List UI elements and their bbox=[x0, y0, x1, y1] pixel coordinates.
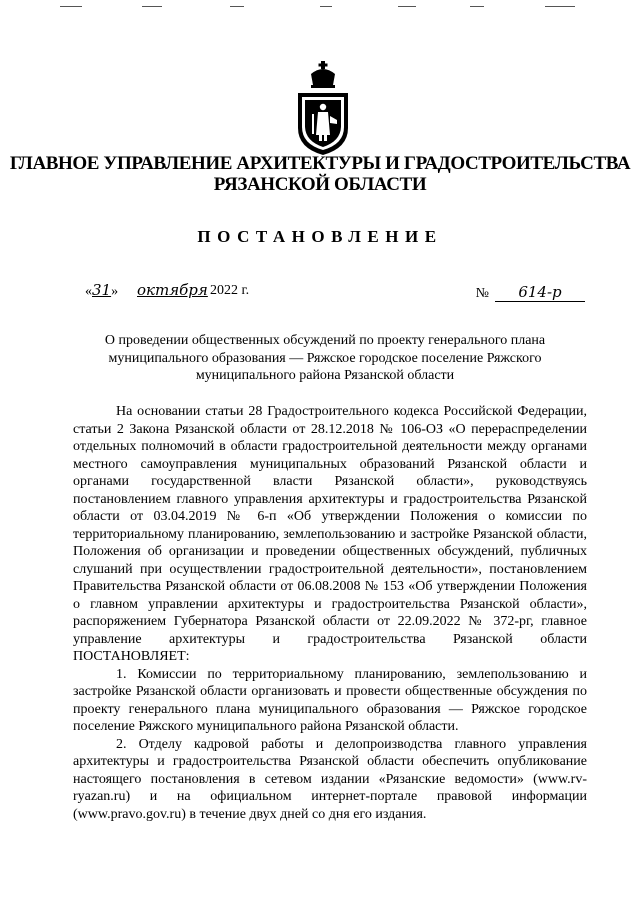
number-label: № bbox=[475, 286, 489, 301]
org-title-line1: ГЛАВНОЕ УПРАВЛЕНИЕ АРХИТЕКТУРЫ И ГРАДОСТРОИТЕЛЬСТВА bbox=[9, 153, 631, 174]
date-day: «31» bbox=[85, 281, 119, 299]
scan-artifact bbox=[320, 6, 332, 7]
scan-artifact bbox=[142, 6, 162, 7]
document-number bbox=[476, 283, 585, 302]
document-type: ПОСТАНОВЛЕНИЕ bbox=[197, 227, 443, 246]
scan-artifact bbox=[398, 6, 416, 7]
document-subject bbox=[90, 332, 560, 385]
scan-artifact bbox=[470, 6, 484, 7]
org-title-line2: РЯЗАНСКОЙ ОБЛАСТИ bbox=[213, 174, 427, 195]
scan-artifact bbox=[60, 6, 82, 7]
preamble-paragraph: На основании статьи 28 Градостроительного кодекса Российской Федерации, статьи 2 Закона Рязанской области от 28.12.2018 № 106-ОЗ «О перераспределении отдельных полномочий в области градостроительной деятельности между органами местного самоуправления муниципальных образований Рязанской области и органами государственной власти Рязанской области», руководствуясь постановлением главного управления архитектуры и градостроительства Рязанской области от 03.04.2019 № 6-п «Об утверждении Положения о комиссии по территориальному планированию, землепользованию и застройке Рязанской области, Положения об организации и проведении общественных обсуждений, публичных слушаний при осуществлении градостроительной деятельности», постановлением Правительства Рязанской области от 06.08.2008 № 153 «Об утверждении Положения о главном управлении архитектуры и градостроительства Рязанской области», распоряжением Губернатора Рязанской области от 22.09.2022 № 372-рг, главное управление архитектуры и градостроительства Рязанской области ПОСТАНОВЛЯЕТ: bbox=[73, 404, 587, 664]
item-1-paragraph: 1. Комиссии по территориальному планированию, землепользованию и застройке Рязанской области организовать и провести общественные обсуждения по проекту генерального плана муниципального образования — Ряжское городское поселение Ряжского муниципального района Рязанской области. bbox=[73, 666, 587, 734]
number-value: 614-р bbox=[495, 283, 585, 302]
item-2-paragraph: 2. Отделу кадровой работы и делопроизводства главного управления архитектуры и градостроительства Рязанской области обеспечить опубликование настоящего постановления в сетевом издании «Рязанские ведомости» (www.rv-ryazan.ru) и на официальном интернет-портале правовой информации (www.pravo.gov.ru) в течение двух дней со дня его издания. bbox=[73, 736, 587, 822]
date-number-row bbox=[85, 281, 585, 305]
organization-title bbox=[0, 153, 640, 195]
scan-artifact bbox=[230, 6, 244, 7]
date-month: октября bbox=[137, 281, 208, 299]
subject-line1: О проведении общественных обсуждений по проекту генерального плана bbox=[104, 333, 546, 348]
scan-artifact bbox=[545, 6, 575, 7]
date-year: 2022 г. bbox=[210, 283, 250, 298]
ryazan-coat-of-arms-icon bbox=[293, 60, 353, 156]
document-body bbox=[73, 403, 587, 823]
subject-line2: муниципального образования — Ряжское городское поселение Ряжского bbox=[108, 350, 542, 366]
subject-line3: муниципального района Рязанской области bbox=[195, 368, 455, 383]
